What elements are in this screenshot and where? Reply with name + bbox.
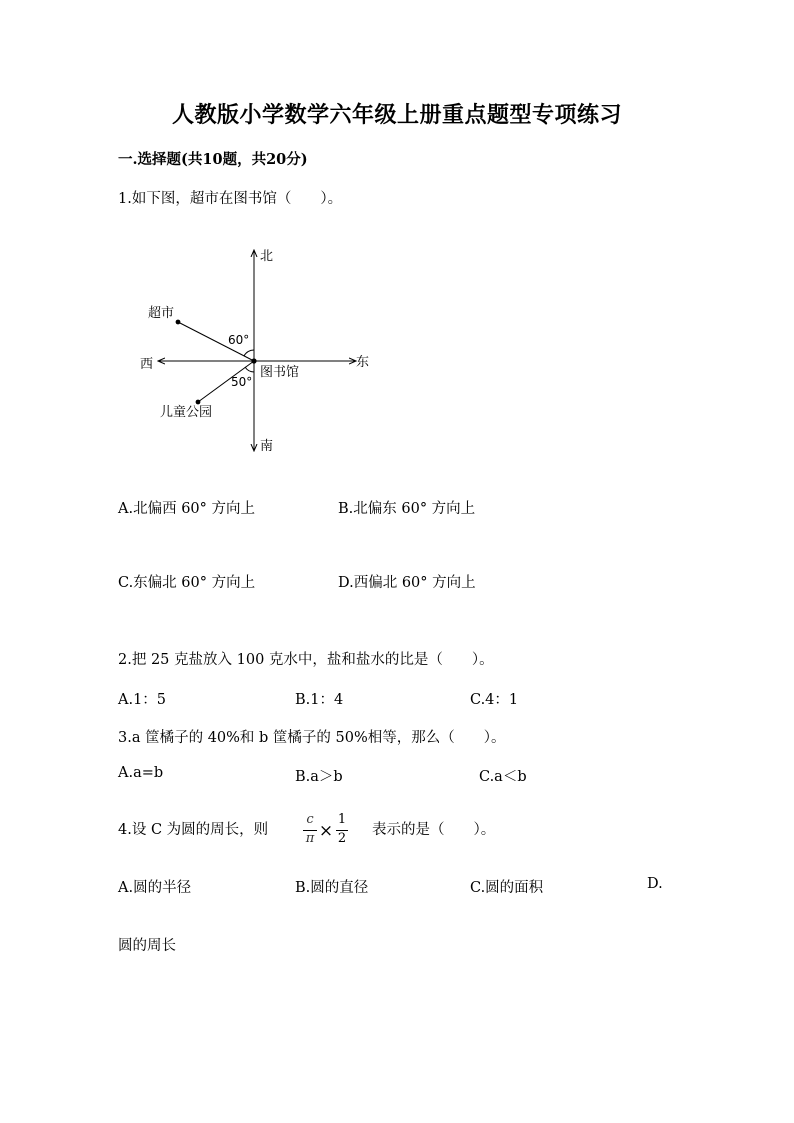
q3-option-a[interactable]: A.a=b xyxy=(118,765,164,781)
angle-arc-60 xyxy=(244,350,254,356)
q2-option-b[interactable]: B.1：4 xyxy=(295,692,344,708)
q1-option-b[interactable]: B.北偏东 60° 方向上 xyxy=(338,501,476,517)
q1-option-c[interactable]: C.东偏北 60° 方向上 xyxy=(118,575,256,591)
formula xyxy=(300,812,360,852)
q4-option-a[interactable]: A.圆的半径 xyxy=(118,880,192,896)
formula-times: × xyxy=(318,821,334,841)
library-label: 图书馆 xyxy=(260,365,300,380)
question-4-stem-start: 4.设 C 为圆的周长，则 xyxy=(118,822,269,838)
formula-denominator-pi: π xyxy=(305,831,315,846)
q4-option-d[interactable]: D. xyxy=(647,876,663,892)
q1-option-a[interactable]: A.北偏西 60° 方向上 xyxy=(118,501,255,517)
section-heading: 一.选择题(共10题，共20分) xyxy=(118,151,308,168)
west-label: 西 xyxy=(140,357,154,372)
park-label: 儿童公园 xyxy=(160,405,213,420)
question-2-stem: 2.把 25 克盐放入 100 克水中，盐和盐水的比是（ ）。 xyxy=(118,652,494,668)
formula-numerator-1: 1 xyxy=(337,812,347,827)
question-1-stem: 1.如下图，超市在图书馆（ ）。 xyxy=(118,191,343,207)
q4-option-d-text[interactable]: 圆的周长 xyxy=(118,938,176,954)
page-title: 人教版小学数学六年级上册重点题型专项练习 xyxy=(171,102,622,128)
formula-numerator-c: c xyxy=(306,812,314,827)
q2-option-a[interactable]: A.1：5 xyxy=(118,692,167,708)
q4-option-c[interactable]: C.圆的面积 xyxy=(470,880,544,896)
angle-50-label: 50° xyxy=(231,375,253,389)
south-label: 南 xyxy=(260,439,274,454)
market-label: 超市 xyxy=(148,306,175,321)
direction-diagram xyxy=(130,238,390,458)
q2-option-c[interactable]: C.4：1 xyxy=(470,692,519,708)
north-label: 北 xyxy=(260,249,274,264)
q1-option-d[interactable]: D.西偏北 60° 方向上 xyxy=(338,575,476,591)
park-point xyxy=(196,400,201,405)
q3-option-c[interactable]: C.a＜b xyxy=(479,769,527,785)
angle-60-label: 60° xyxy=(228,333,250,347)
angle-arc-50 xyxy=(245,367,254,372)
question-4-stem-end: 表示的是（ ）。 xyxy=(372,822,496,838)
market-point xyxy=(176,320,181,325)
question-3-stem: 3.a 筐橘子的 40%和 b 筐橘子的 50%相等，那么（ ）。 xyxy=(118,730,506,746)
east-label: 东 xyxy=(356,355,370,370)
q4-option-b[interactable]: B.圆的直径 xyxy=(295,880,369,896)
formula-denominator-2: 2 xyxy=(337,831,347,846)
library-point xyxy=(251,358,256,363)
q3-option-b[interactable]: B.a＞b xyxy=(295,769,343,785)
